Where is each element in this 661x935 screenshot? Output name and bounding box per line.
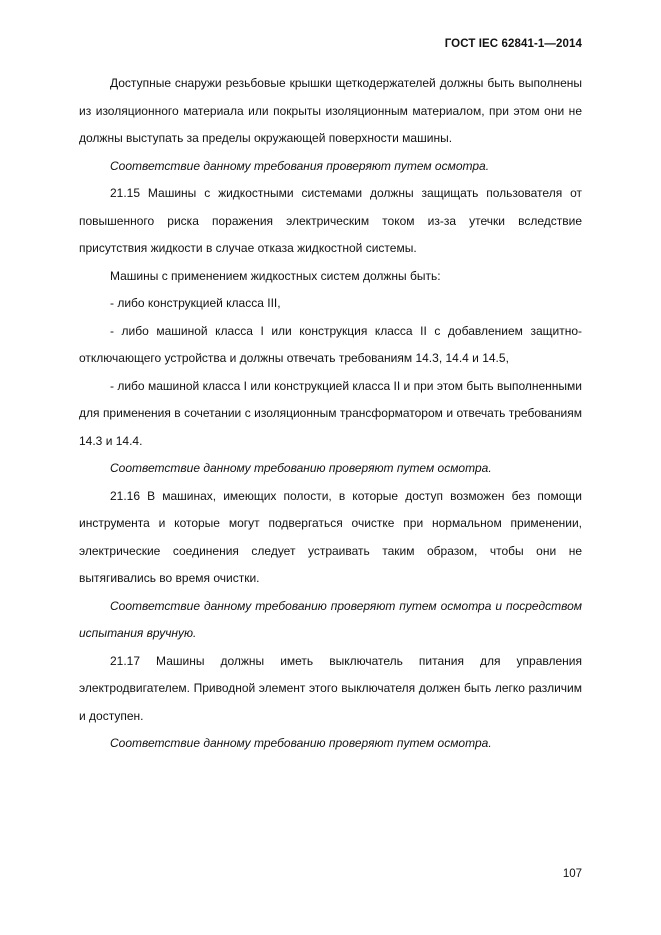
clause-21-16: 21.16 В машинах, имеющих полости, в которые доступ возможен без помощи инструмента и которые могут подвергаться очистке при нормальном применении, электрические соединения следует устраивать таким образом, чтобы они не вытягивались во время очистки. [79, 488, 582, 585]
list-item: - либо конструкцией класса III, [110, 296, 281, 310]
list-item: - либо машиной класса I или конструкция класса II с добавлением защитно-отключающего устройства и должны отвечать требованиям 14.3, 14.4 и 14.5, [79, 323, 582, 365]
list-item: - либо машиной класса I или конструкцией класса II и при этом быть выполненными для применения в сочетании с изоляционным трансформатором и отвечать требованиям 14.3 и 14.4. [79, 378, 582, 448]
compliance-note: Соответствие данному требованию проверяют путем осмотра и посредством испытания вручную. [79, 598, 582, 640]
compliance-note: Соответствие данному требованию проверяют путем осмотра. [110, 736, 492, 750]
compliance-note: Соответствие данному требованию проверяют путем осмотра. [110, 461, 492, 475]
document-body [79, 70, 582, 758]
paragraph-liquid-systems: Машины с применением жидкостных систем должны быть: [110, 268, 441, 283]
paragraph-brush-caps: Доступные снаружи резьбовые крышки щеткодержателей должны быть выполнены из изоляционного материала или покрыты изоляционным материалом, при этом они не должны выступать за пределы окружающей поверхности машины. [79, 76, 582, 145]
page-number: 107 [562, 868, 582, 880]
clause-21-15: 21.15 Машины с жидкостными системами должны защищать пользователя от повышенного риска поражения электрическим током из-за утечки вследствие присутствия жидкости в случае отказа жидкостной системы. [79, 186, 582, 255]
clause-21-17: 21.17 Машины должны иметь выключатель питания для управления электродвигателем. Приводной элемент этого выключателя должен быть легко различим и доступен. [79, 653, 582, 723]
standard-header: ГОСТ IEC 62841-1—2014 [444, 38, 582, 50]
compliance-note: Соответствие данному требования проверяют путем осмотра. [110, 158, 490, 173]
